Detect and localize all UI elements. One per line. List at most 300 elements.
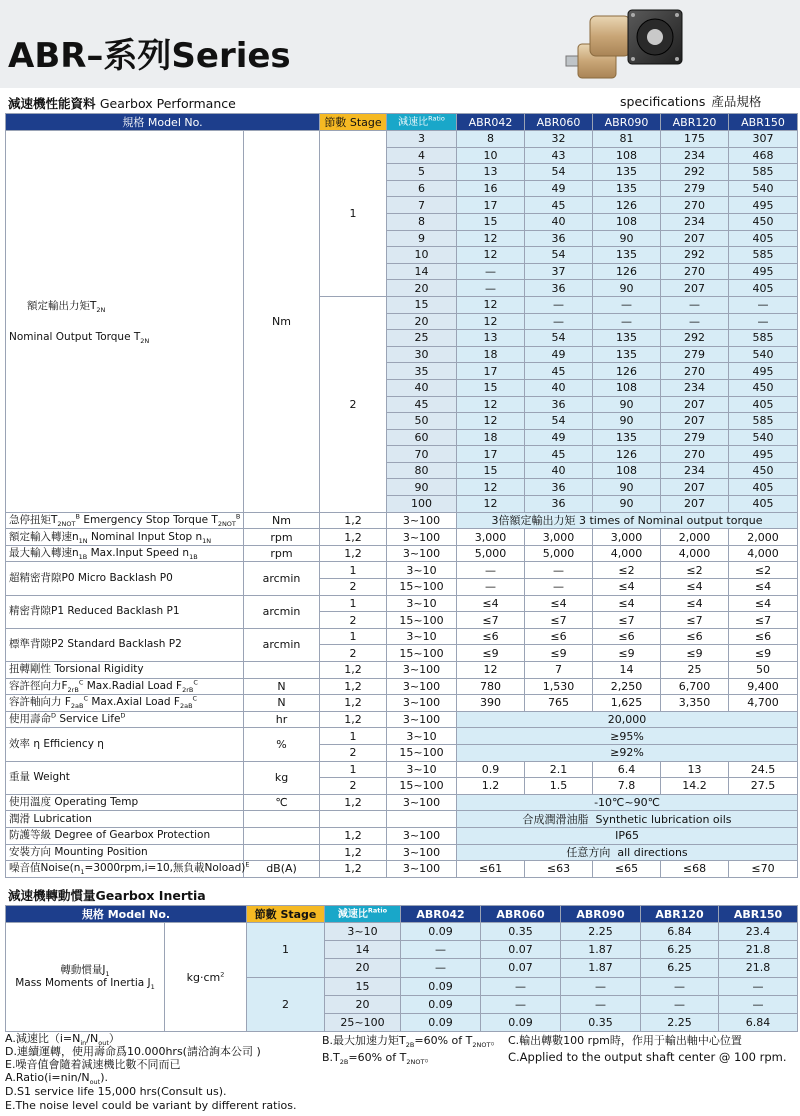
value-cell: — <box>401 941 481 959</box>
value-cell: ≤68 <box>661 861 729 878</box>
value-cell: ≤7 <box>729 612 798 629</box>
value-cell: ≤9 <box>729 645 798 662</box>
label-part: 轉動慣量J <box>60 964 106 977</box>
emergency-ratio: 3~100 <box>387 512 457 529</box>
value-cell: 6.84 <box>641 923 719 941</box>
ratio-cell: 20 <box>325 959 401 977</box>
value-cell: 450 <box>729 462 798 479</box>
value-cell: 10 <box>457 147 525 164</box>
radial-ratio: 3~100 <box>387 678 457 695</box>
value-cell: 108 <box>593 147 661 164</box>
value-cell: 2,250 <box>593 678 661 695</box>
value-cell: 540 <box>729 429 798 446</box>
life-stage: 1,2 <box>320 711 387 728</box>
value-cell: 15 <box>457 213 525 230</box>
weight-unit: kg <box>244 761 320 794</box>
header-model-col: ABR090 <box>593 114 661 131</box>
note-b2: $B.T_{2B}=60\%$ of $T_{2NOT}$。 <box>322 1051 436 1067</box>
inertia-header-model-col: ABR150 <box>719 906 798 923</box>
value-cell: 135 <box>593 180 661 197</box>
label-part: kg·cm <box>186 970 221 984</box>
torque-stage: 2 <box>320 296 387 512</box>
value-cell: 135 <box>593 164 661 181</box>
value-cell: 13 <box>457 164 525 181</box>
stage-ratio-cell: 1 <box>320 761 387 778</box>
value-cell: 0.35 <box>481 923 561 941</box>
value-cell: 135 <box>593 330 661 347</box>
label-part: 最大輸入轉速n <box>9 547 79 560</box>
value-cell: 495 <box>729 263 798 280</box>
stage-ratio-cell: 1 <box>320 562 387 579</box>
inertia-header-model-col: ABR120 <box>641 906 719 923</box>
value-cell: 5,000 <box>457 545 525 562</box>
value-cell: 4,000 <box>593 545 661 562</box>
label-sub: 1B <box>189 553 198 562</box>
value-cell: ≤61 <box>457 861 525 878</box>
label-sup: 2 <box>220 969 225 978</box>
ratio-cell: 14 <box>387 263 457 280</box>
value-cell: 765 <box>525 695 593 712</box>
ratio-cell: 30 <box>387 346 457 363</box>
value-cell: ≤4 <box>593 595 661 612</box>
label-sub: 2aB <box>179 702 193 711</box>
value-cell: 24.5 <box>729 761 798 778</box>
note-d1: D.連續運轉，使用壽命爲10.000hrs(請洽詢本公司 ) <box>5 1045 261 1058</box>
value-cell: ≤6 <box>661 628 729 645</box>
value-cell: 6,700 <box>661 678 729 695</box>
value-cell: 540 <box>729 346 798 363</box>
value-cell: 450 <box>729 213 798 230</box>
value-cell: 54 <box>525 247 593 264</box>
value-cell: 279 <box>661 429 729 446</box>
value-cell: — <box>719 995 798 1013</box>
value-cell: 13 <box>457 330 525 347</box>
label-sup: B <box>75 512 80 521</box>
label-sub: 2aB <box>70 702 84 711</box>
performance-section-title <box>8 94 236 112</box>
label-part: 扭轉剛性 Torsional Rigidity <box>9 663 144 676</box>
lube-label: 潤滑 Lubrication <box>6 811 244 828</box>
value-cell: 36 <box>525 396 593 413</box>
performance-title-cn: 減速機性能資料 <box>8 96 96 111</box>
temp-value: -10℃~90℃ <box>594 796 660 810</box>
axial-unit: N <box>244 695 320 712</box>
value-cell: 4,700 <box>729 695 798 712</box>
label-sup: C <box>78 678 84 687</box>
value-cell: 0.09 <box>401 977 481 995</box>
value-cell: 1.87 <box>561 941 641 959</box>
protection-label: 防護等級 Degree of Gearbox Protection <box>6 827 244 844</box>
value-cell: 1.5 <box>525 778 593 795</box>
label-sub: 2NOT <box>57 520 76 529</box>
note-d2: D.S1 service life 15,000 hrs(Consult us). <box>5 1085 227 1098</box>
label-sup: Ratio <box>367 906 388 915</box>
value-cell: 2,000 <box>729 529 798 546</box>
inertia-header-model-col: ABR090 <box>561 906 641 923</box>
label-sup: C <box>192 694 198 703</box>
note-e2: E.The noise level could be variant by different ratios. <box>5 1099 297 1112</box>
inertia-header-model-col: ABR060 <box>481 906 561 923</box>
label-sub: 2rB <box>182 685 194 694</box>
label-part: 容許徑向力F <box>9 679 68 692</box>
value-cell: 135 <box>593 346 661 363</box>
value-cell: 3,000 <box>525 529 593 546</box>
value-cell: 45 <box>525 197 593 214</box>
mounting-label: 安裝方向 Mounting Position <box>6 844 244 861</box>
value-cell: ≤4 <box>593 579 661 596</box>
protection-ratio: 3~100 <box>387 827 457 844</box>
value-cell: 234 <box>661 213 729 230</box>
inertia-header-model: 規格 Model No. <box>6 906 247 923</box>
header-ratio <box>387 114 457 131</box>
mounting-stage: 1,2 <box>320 844 387 861</box>
inertia-header-model-col: ABR042 <box>401 906 481 923</box>
ratio-cell: 20 <box>325 995 401 1013</box>
ratio-cell: 6 <box>387 180 457 197</box>
efficiency-value: ≥95% <box>457 728 798 745</box>
stage-ratio-cell: 3~10 <box>387 562 457 579</box>
life-label <box>6 711 244 728</box>
value-cell: ≤9 <box>525 645 593 662</box>
value-cell: 3,000 <box>593 529 661 546</box>
value-cell: 175 <box>661 131 729 148</box>
value-cell: 23.4 <box>719 923 798 941</box>
value-cell: 12 <box>457 662 525 679</box>
value-cell: — <box>457 280 525 297</box>
value-cell: 8 <box>457 131 525 148</box>
value-cell: 81 <box>593 131 661 148</box>
value-cell: 207 <box>661 396 729 413</box>
value-cell: 45 <box>525 446 593 463</box>
weight-label: 重量 Weight <box>6 761 244 794</box>
noise-unit: dB(A) <box>244 861 320 878</box>
value-cell: 390 <box>457 695 525 712</box>
stage-cell: 1 <box>320 728 387 745</box>
value-cell: 18 <box>457 429 525 446</box>
ratio-cell: 15 <box>325 977 401 995</box>
header-model-col: ABR042 <box>457 114 525 131</box>
value-cell: — <box>661 313 729 330</box>
emergency-unit: Nm <box>244 512 320 529</box>
value-cell: ≤7 <box>593 612 661 629</box>
value-cell: 207 <box>661 496 729 513</box>
value-cell: 12 <box>457 230 525 247</box>
value-cell: 90 <box>593 280 661 297</box>
ratio-cell: 100 <box>387 496 457 513</box>
label-sub: 1N <box>202 536 212 545</box>
stage-ratio-cell: 2 <box>320 612 387 629</box>
value-cell: 17 <box>457 197 525 214</box>
value-cell: 207 <box>661 230 729 247</box>
value-cell: 585 <box>729 413 798 430</box>
inertia-stage: 1 <box>247 923 325 978</box>
stage-cell: 2 <box>320 744 387 761</box>
value-cell: ≤6 <box>593 628 661 645</box>
value-cell: — <box>481 977 561 995</box>
value-cell: — <box>525 296 593 313</box>
ratio-cell: 80 <box>387 462 457 479</box>
label-sub: 1B <box>78 553 88 562</box>
stage-ratio-cell: 3~10 <box>387 628 457 645</box>
value-cell: 405 <box>729 479 798 496</box>
ratio-cell: 25 <box>387 330 457 347</box>
ratio-cell: 15 <box>387 296 457 313</box>
value-cell: 0.09 <box>401 995 481 1013</box>
value-cell: — <box>481 995 561 1013</box>
value-cell: 307 <box>729 131 798 148</box>
emergency-stage: 1,2 <box>320 512 387 529</box>
value-cell: ≤65 <box>593 861 661 878</box>
ratio-cell: 3~10 <box>387 728 457 745</box>
value-cell: ≤7 <box>525 612 593 629</box>
value-cell: 234 <box>661 462 729 479</box>
inertia-stage: 2 <box>247 977 325 1032</box>
value-cell: 49 <box>525 180 593 197</box>
value-cell: 207 <box>661 280 729 297</box>
ratio-cell: 3~10 <box>325 923 401 941</box>
value-cell: 40 <box>525 379 593 396</box>
value-cell: ≤9 <box>593 645 661 662</box>
label-sub: 1 <box>80 868 85 877</box>
inertia-header-ratio <box>325 906 401 923</box>
ratio-cell: 7 <box>387 197 457 214</box>
value-cell: — <box>661 296 729 313</box>
note-a1: A.減速比$(i=N_{in}/N_{out})$ <box>5 1032 120 1048</box>
header-stage: 節數 Stage <box>320 114 387 131</box>
label-part: 容許軸向力 F <box>9 696 71 709</box>
value-cell: 405 <box>729 280 798 297</box>
value-cell: 2.25 <box>641 1013 719 1031</box>
value-cell: ≤4 <box>729 579 798 596</box>
value-cell: 36 <box>525 479 593 496</box>
value-cell: 126 <box>593 363 661 380</box>
value-cell: ≤9 <box>457 645 525 662</box>
label-sub: 2N <box>96 305 106 314</box>
value-cell: — <box>457 579 525 596</box>
value-cell: 12 <box>457 247 525 264</box>
value-cell: — <box>593 313 661 330</box>
emergency-label <box>6 512 244 529</box>
gearbox-product-image <box>560 6 690 86</box>
label-sub: 1 <box>105 970 110 979</box>
value-cell: 3,350 <box>661 695 729 712</box>
ratio-cell: 20 <box>387 313 457 330</box>
value-cell: 4,000 <box>729 545 798 562</box>
torque-unit: Nm <box>244 131 320 513</box>
value-cell: 1.87 <box>561 959 641 977</box>
label-part: Emergency Stop Torque T <box>79 513 218 526</box>
label-part: 使用溫度 Operating Temp <box>9 796 139 809</box>
value-cell: 25 <box>661 662 729 679</box>
value-cell: 43 <box>525 147 593 164</box>
value-cell: 50 <box>729 662 798 679</box>
value-cell: 495 <box>729 363 798 380</box>
ratio-cell: 5 <box>387 164 457 181</box>
temp-unit: ℃ <box>244 794 320 811</box>
value-cell: 270 <box>661 363 729 380</box>
ratio-cell: 14 <box>325 941 401 959</box>
header-model-col: ABR150 <box>729 114 798 131</box>
value-cell: ≤4 <box>729 595 798 612</box>
mounting-ratio: 3~100 <box>387 844 457 861</box>
value-cell: 135 <box>593 429 661 446</box>
life-unit: hr <box>244 711 320 728</box>
value-cell: 270 <box>661 446 729 463</box>
stage-ratio-cell: 15~100 <box>387 645 457 662</box>
value-cell: ≤2 <box>661 562 729 579</box>
value-cell: 15 <box>457 379 525 396</box>
stage-ratio-cell: 15~100 <box>387 778 457 795</box>
stage-ratio-cell: 15~100 <box>387 579 457 596</box>
efficiency-value: ≥92% <box>457 744 798 761</box>
value-cell: 468 <box>729 147 798 164</box>
label-part: Service Life <box>56 713 121 726</box>
label-part: 額定輸入轉速n <box>9 530 79 543</box>
header-model-col: ABR060 <box>525 114 593 131</box>
stage-ratio-cell: 3~10 <box>387 761 457 778</box>
value-cell: 21.8 <box>719 941 798 959</box>
value-cell: 1,530 <box>525 678 593 695</box>
value-cell: 234 <box>661 147 729 164</box>
inertia-table <box>5 905 798 1032</box>
value-cell: 540 <box>729 180 798 197</box>
mounting-unit <box>244 844 320 861</box>
value-cell: — <box>525 562 593 579</box>
value-cell: 1.2 <box>457 778 525 795</box>
specifications-label <box>620 92 761 110</box>
ratio-cell: 25~100 <box>325 1013 401 1031</box>
value-cell: 585 <box>729 247 798 264</box>
emergency-value-en: 3 times of Nominal output torque <box>578 513 763 527</box>
value-cell: ≤4 <box>457 595 525 612</box>
label-sup: D <box>51 711 57 720</box>
value-cell: 90 <box>593 413 661 430</box>
backlash_p2-label: 標準背隙P2 Standard Backlash P2 <box>6 628 244 661</box>
value-cell: ≤63 <box>525 861 593 878</box>
label-part: Nominal Output Torque T <box>9 330 141 343</box>
backlash_p1-unit: arcmin <box>244 595 320 628</box>
inertia-header-stage: 節數 Stage <box>247 906 325 923</box>
noise-ratio: 3~100 <box>387 861 457 878</box>
value-cell: 0.09 <box>481 1013 561 1031</box>
note-c1: C.輸出轉數100 rpm時，作用于輸出軸中心位置 <box>508 1034 742 1047</box>
value-cell: 292 <box>661 330 729 347</box>
value-cell: 1,625 <box>593 695 661 712</box>
ratio-cell: 8 <box>387 213 457 230</box>
temp-stage: 1,2 <box>320 794 387 811</box>
axial-stage: 1,2 <box>320 695 387 712</box>
torque-stage: 1 <box>320 131 387 297</box>
value-cell: 0.07 <box>481 941 561 959</box>
lube-value-cn: 合成潤滑油脂 <box>522 812 589 826</box>
performance-title-en: Gearbox Performance <box>99 96 236 111</box>
value-cell: 6.84 <box>719 1013 798 1031</box>
value-cell: 207 <box>661 413 729 430</box>
value-cell: 0.09 <box>401 1013 481 1031</box>
emergency-value-cn: 3倍額定輸出力矩 <box>491 513 576 527</box>
value-cell: 6.25 <box>641 941 719 959</box>
input_max-unit: rpm <box>244 545 320 562</box>
label-part: Max.Radial Load F <box>83 679 183 692</box>
value-cell: 3,000 <box>457 529 525 546</box>
life-ratio: 3~100 <box>387 711 457 728</box>
performance-table <box>5 113 798 878</box>
label-sup: C <box>83 694 89 703</box>
value-cell: 495 <box>729 197 798 214</box>
value-cell: 40 <box>525 213 593 230</box>
stage-ratio-cell: 2 <box>320 645 387 662</box>
value-cell: — <box>401 959 481 977</box>
torsional-label <box>6 662 244 679</box>
efficiency-label: 效率 η Efficiency η <box>6 728 244 761</box>
protection-value: IP65 <box>457 827 798 844</box>
input_nom-unit: rpm <box>244 529 320 546</box>
life-value: 20,000 <box>607 713 647 727</box>
value-cell: 9,400 <box>729 678 798 695</box>
value-cell: 0.09 <box>401 923 481 941</box>
value-cell: 6.4 <box>593 761 661 778</box>
value-cell: 585 <box>729 330 798 347</box>
value-cell: 585 <box>729 164 798 181</box>
value-cell: 14 <box>593 662 661 679</box>
value-cell: 27.5 <box>729 778 798 795</box>
label-part: 急停扭矩T <box>9 513 58 526</box>
input_max-label <box>6 545 244 562</box>
label-sub: 1 <box>150 983 155 992</box>
label-part: 減速比 <box>398 116 429 128</box>
label-part: 使用壽命 <box>9 713 51 726</box>
input_max-stage: 1,2 <box>320 545 387 562</box>
label-part: Max.Input Speed n <box>87 547 190 560</box>
note-e1: E.噪音值會隨着減速機比數不同而已 <box>5 1058 181 1071</box>
value-cell: ≤4 <box>661 579 729 596</box>
stage-ratio-cell: 1 <box>320 628 387 645</box>
ratio-cell: 35 <box>387 363 457 380</box>
stage-ratio-cell: 3~10 <box>387 595 457 612</box>
value-cell: ≤9 <box>661 645 729 662</box>
label-part: 額定輸出力矩T <box>27 299 97 312</box>
ratio-cell: 40 <box>387 379 457 396</box>
value-cell: 7.8 <box>593 778 661 795</box>
value-cell: 12 <box>457 396 525 413</box>
label-part: =3000rpm,i=10,無負載Noload) <box>84 862 246 875</box>
value-cell: 49 <box>525 346 593 363</box>
value-cell: 279 <box>661 180 729 197</box>
value-cell: 450 <box>729 379 798 396</box>
ratio-cell: 90 <box>387 479 457 496</box>
label-part: 減速比 <box>337 908 368 920</box>
value-cell: 292 <box>661 164 729 181</box>
temp-value <box>457 794 798 811</box>
value-cell: 16 <box>457 180 525 197</box>
value-cell: 405 <box>729 230 798 247</box>
value-cell: 17 <box>457 363 525 380</box>
note-b1: B.最大加速力矩$T_{2B}=60\%$ of $T_{2NOT}$。 <box>322 1034 502 1050</box>
lube-value-en: Synthetic lubrication oils <box>595 812 732 826</box>
value-cell: 12 <box>457 313 525 330</box>
value-cell: 270 <box>661 263 729 280</box>
value-cell: — <box>641 995 719 1013</box>
value-cell: 36 <box>525 230 593 247</box>
value-cell: 12 <box>457 413 525 430</box>
value-cell: 2.1 <box>525 761 593 778</box>
header-model: 規格 Model No. <box>6 114 320 131</box>
label-sup: B <box>235 512 241 521</box>
radial-label <box>6 678 244 695</box>
ratio-cell: 50 <box>387 413 457 430</box>
inertia-label <box>6 923 165 1032</box>
value-cell: 2,000 <box>661 529 729 546</box>
